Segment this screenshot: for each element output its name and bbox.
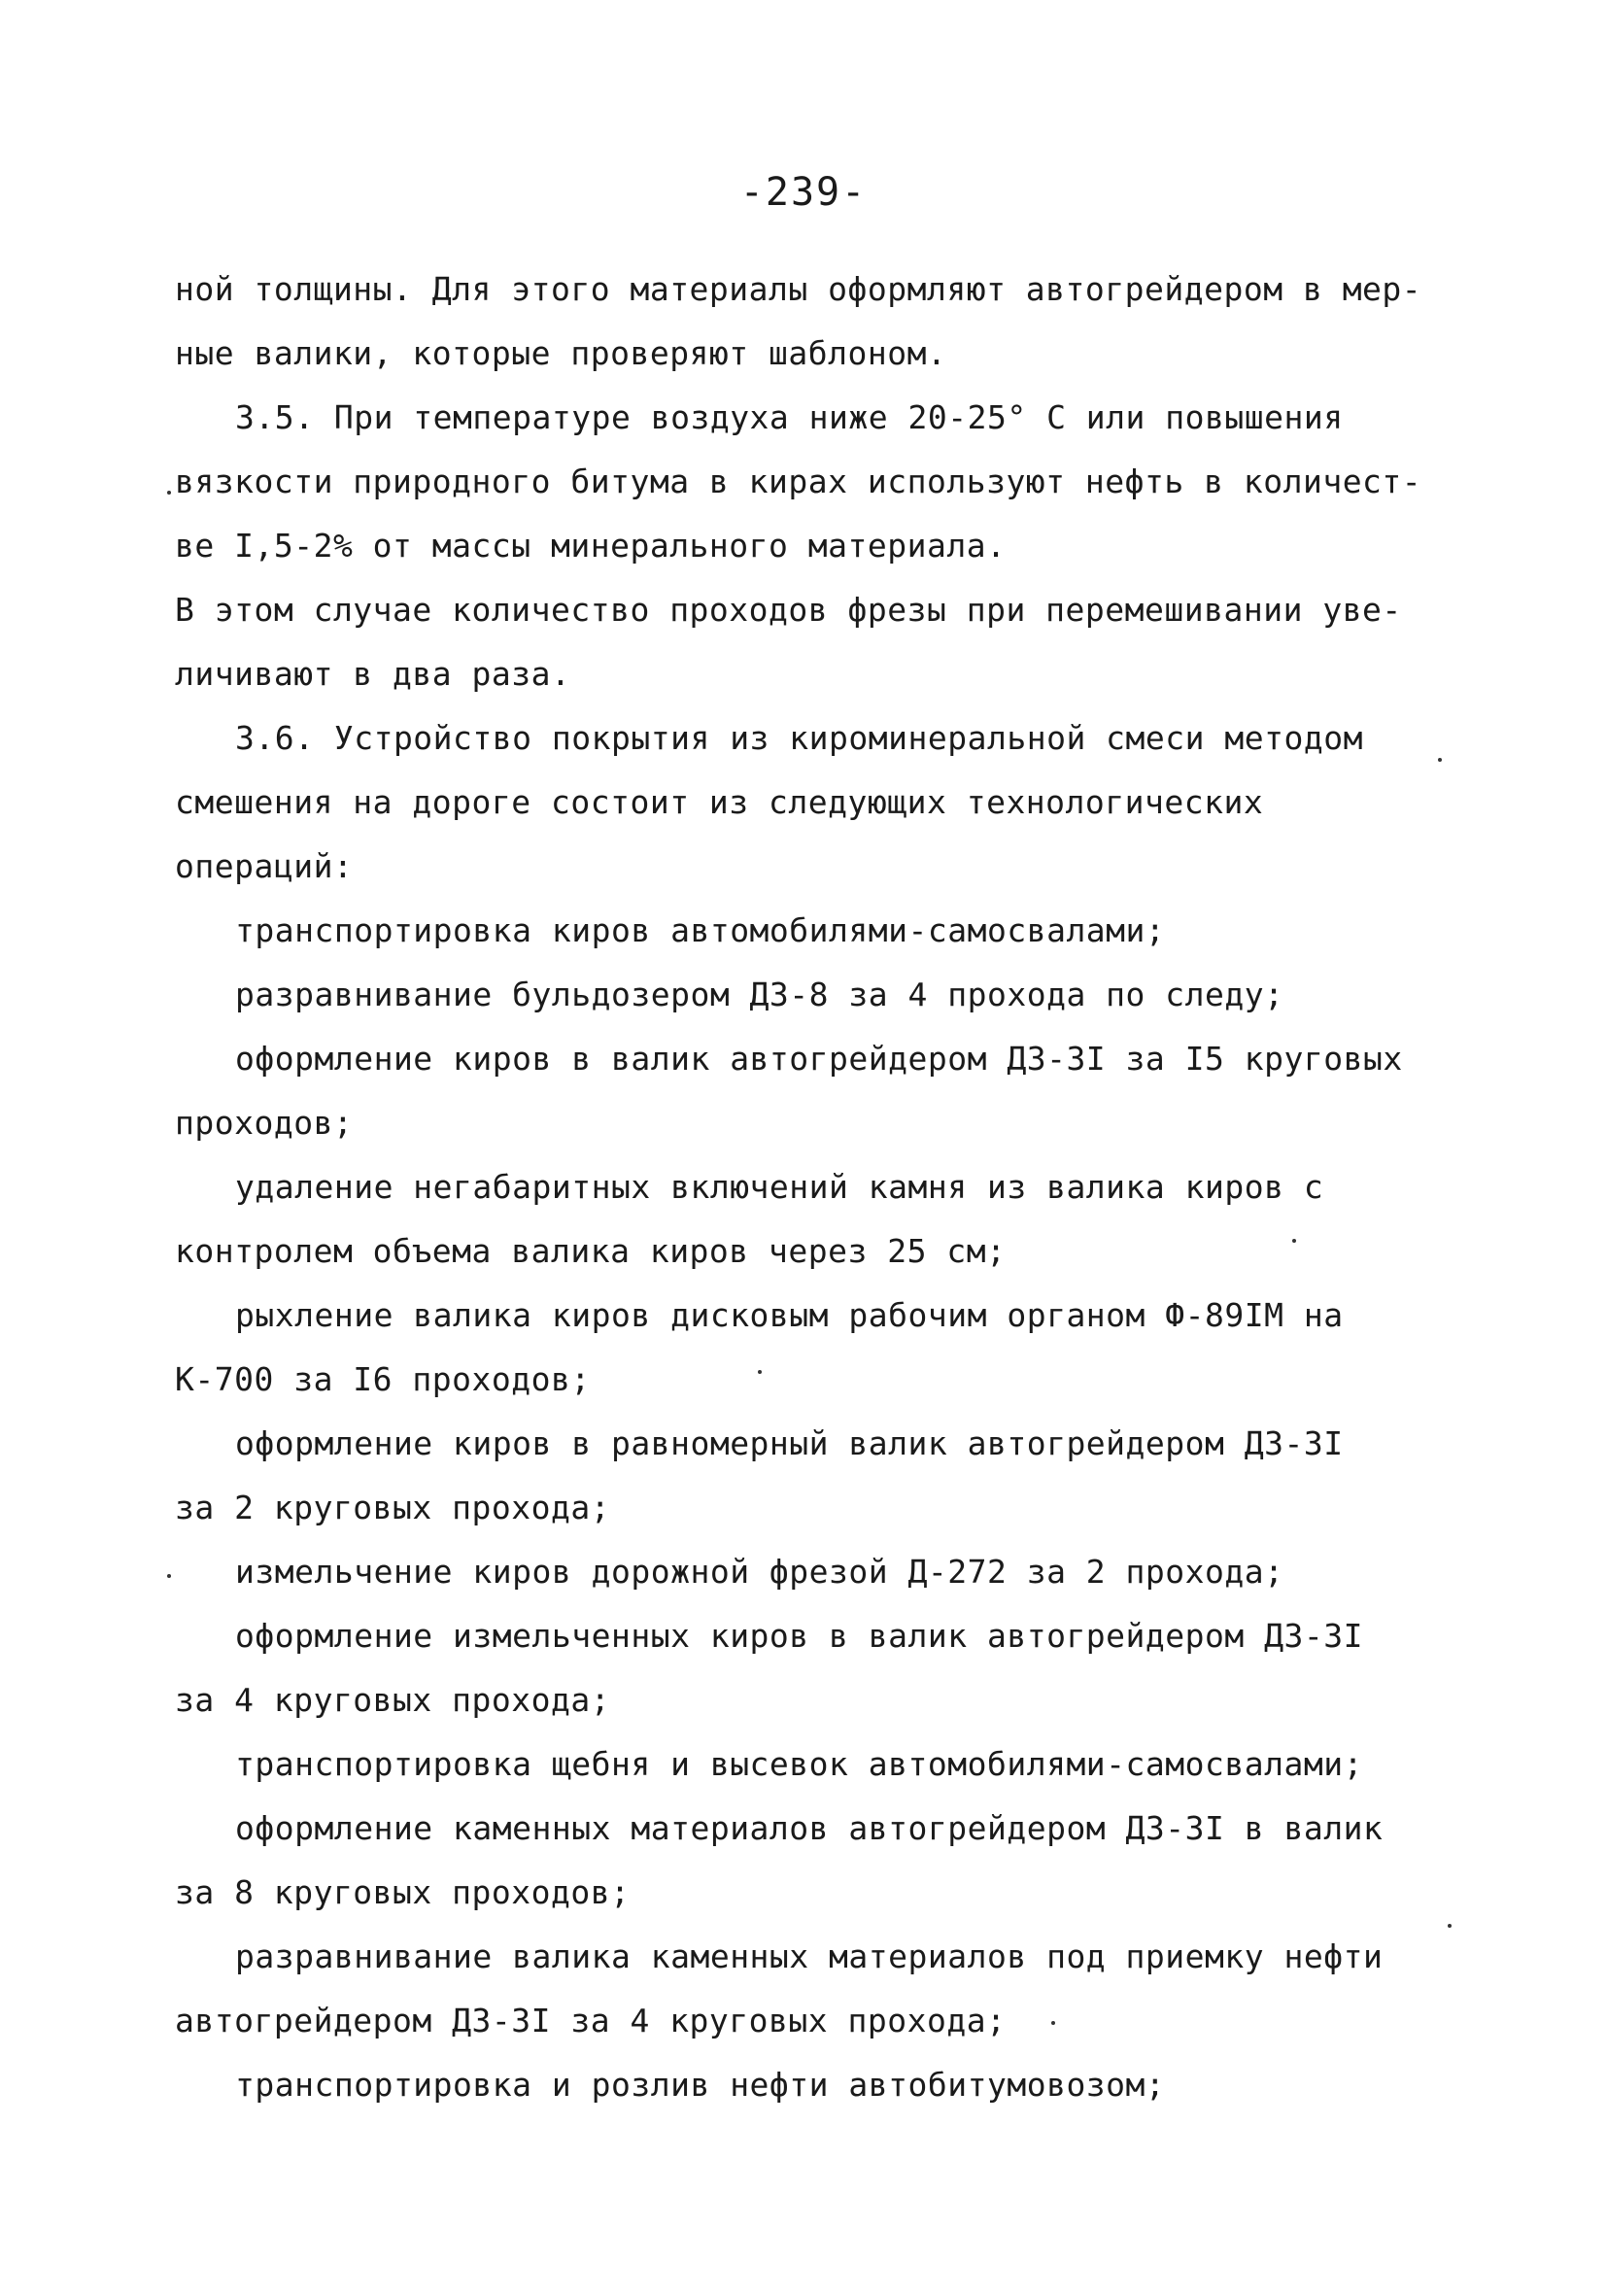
text-line: за 8 круговых проходов;: [175, 1873, 631, 1911]
scan-speck: [1051, 2021, 1055, 2025]
text-line: оформление каменных материалов автогрейдером ДЗ-3I в валик: [235, 1809, 1384, 1847]
text-line: транспортировка и розлив нефти автобитумовозом;: [235, 2066, 1166, 2104]
text-line: контролем объема валика киров через 25 см;: [175, 1232, 1007, 1270]
text-line: оформление киров в валик автогрейдером ДЗ-3I за I5 круговых: [235, 1040, 1403, 1078]
text-line: измельчение киров дорожной фрезой Д-272 за 2 прохода;: [235, 1553, 1284, 1591]
text-line: транспортировка щебня и высевок автомобилями-самосвалами;: [235, 1745, 1363, 1783]
text-line: проходов;: [175, 1104, 354, 1142]
text-line: оформление измельченных киров в валик автогрейдером ДЗ-3I: [235, 1617, 1363, 1655]
page-number: -239-: [739, 170, 868, 215]
text-line: 3.5. При температуре воздуха ниже 20-25° С или повышения: [235, 398, 1344, 436]
text-line: смешения на дороге состоит из следующих технологических: [175, 783, 1264, 821]
scan-speck: [167, 1574, 171, 1578]
text-line: В этом случае количество проходов фрезы при перемешивании уве-: [175, 591, 1402, 629]
text-line: разравнивание бульдозером ДЗ-8 за 4 прохода по следу;: [235, 976, 1284, 1013]
text-line: личивают в два раза.: [175, 655, 571, 693]
text-line: операций:: [175, 847, 354, 885]
text-line: оформление киров в равномерный валик автогрейдером ДЗ-3I: [235, 1424, 1344, 1462]
text-line: ной толщины. Для этого материалы оформляют автогрейдером в мер-: [175, 270, 1422, 308]
text-line: удаление негабаритных включений камня из валика киров с: [235, 1168, 1324, 1206]
text-line: за 2 круговых прохода;: [175, 1489, 611, 1526]
scan-speck: [1448, 1924, 1452, 1928]
text-line: рыхление валика киров дисковым рабочим органом Ф-89IМ на: [235, 1296, 1344, 1334]
scan-speck: [1438, 758, 1442, 762]
text-line: К-700 за I6 проходов;: [175, 1360, 591, 1398]
text-line: 3.6. Устройство покрытия из кироминеральной смеси методом: [235, 719, 1363, 757]
text-line: за 4 круговых прохода;: [175, 1681, 611, 1719]
text-line: разравнивание валика каменных материалов под приемку нефти: [235, 1937, 1384, 1975]
text-line: ве I,5-2% от массы минерального материала.: [175, 527, 1007, 565]
scan-speck: [167, 491, 171, 495]
text-line: транспортировка киров автомобилями-самосвалами;: [235, 911, 1166, 949]
text-line: ные валики, которые проверяют шаблоном.: [175, 334, 947, 372]
text-line: автогрейдером ДЗ-3I за 4 круговых прохода;: [175, 2002, 1007, 2039]
scan-speck: [1292, 1239, 1296, 1243]
scan-speck: [758, 1370, 762, 1374]
document-body: [175, 257, 1438, 2117]
text-line: вязкости природного битума в кирах используют нефть в количест-: [175, 463, 1422, 500]
